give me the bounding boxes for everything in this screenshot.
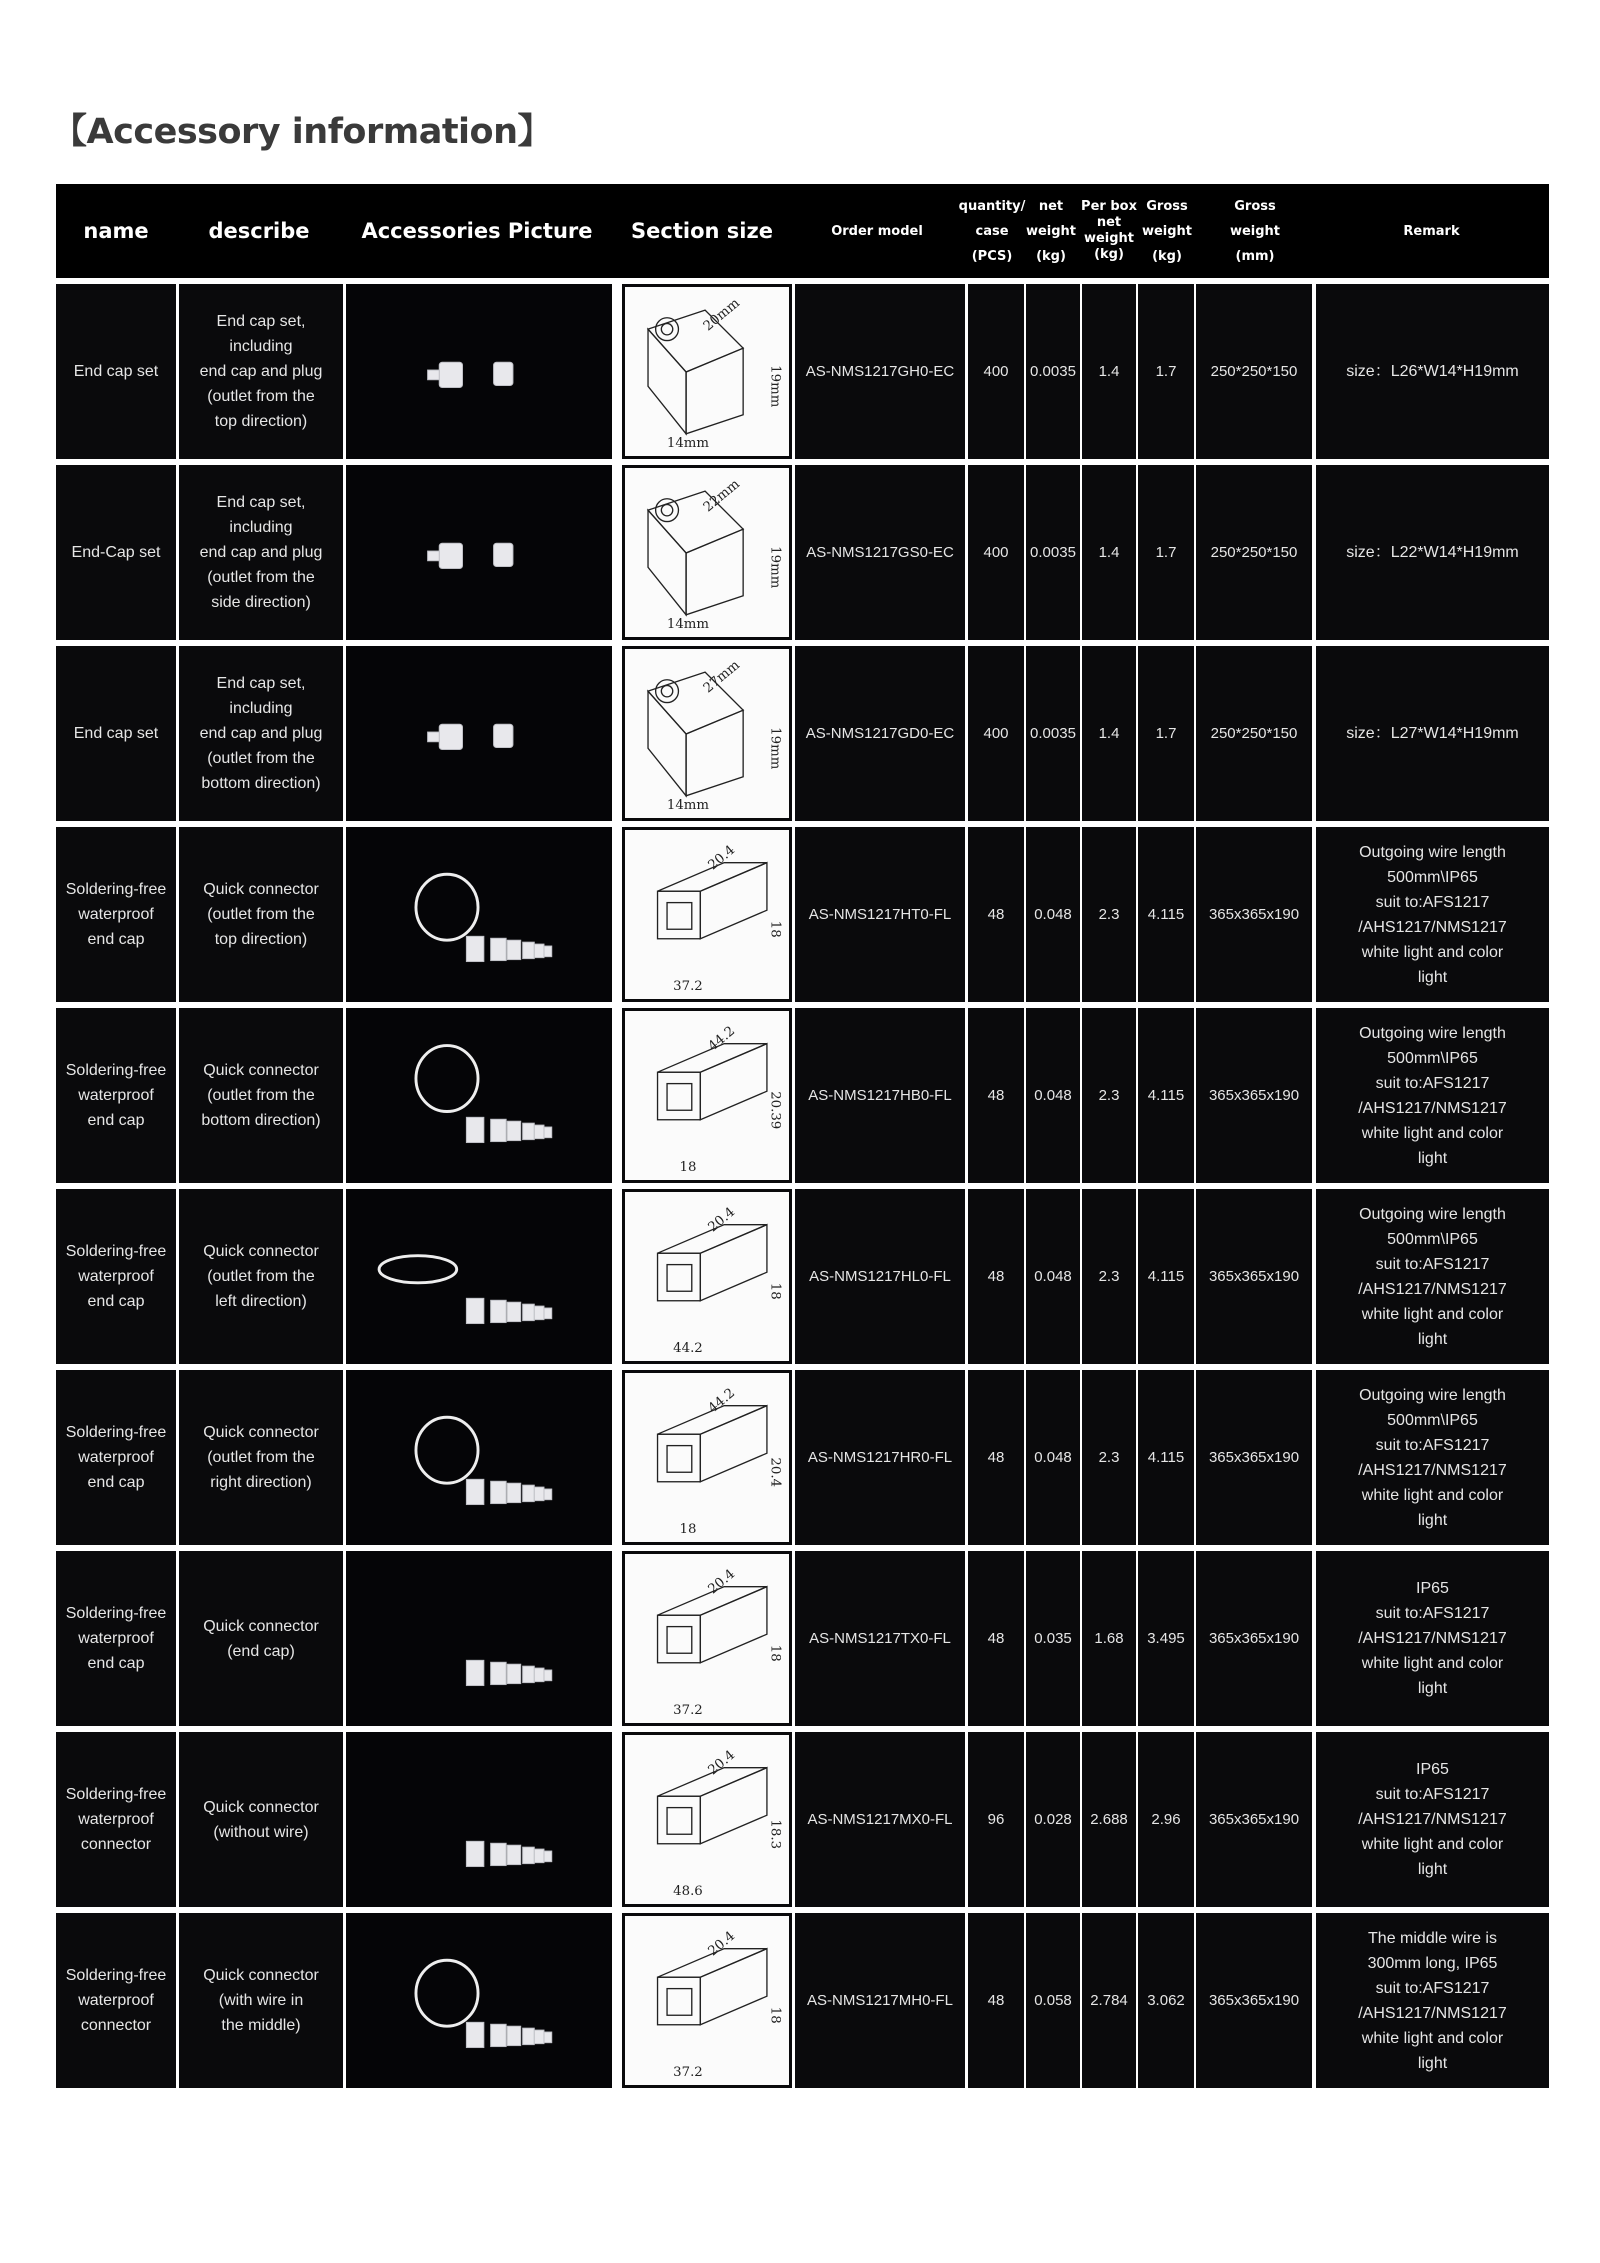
- cell-remark: The middle wire is 300mm long, IP65 suit to:AFS1217 /AHS1217/NMS1217 white light and color light: [1316, 1913, 1549, 2088]
- cell-gross-weight: 4.115: [1138, 1008, 1194, 1183]
- cell-name: Soldering-free waterproof connector: [56, 1732, 176, 1907]
- accessory-photo: [350, 284, 608, 459]
- cell-gross-weight: 4.115: [1138, 1370, 1194, 1545]
- cell-net-weight: 0.048: [1026, 1370, 1080, 1545]
- section-drawing: [629, 649, 785, 818]
- cell-remark: IP65 suit to:AFS1217 /AHS1217/NMS1217 white light and color light: [1316, 1551, 1549, 1726]
- cell-gross-weight: 1.7: [1138, 465, 1194, 640]
- page-title: 【Accessory information】: [52, 112, 553, 152]
- table-row: [56, 1551, 1549, 1726]
- section-dimension-label: 14mm: [666, 617, 710, 633]
- cell-gross-weight: 1.7: [1138, 646, 1194, 821]
- section-dimension-label: 20.4: [705, 1928, 739, 1960]
- section-dimension-label: 37.2: [673, 1703, 703, 1719]
- cell-quantity: 96: [968, 1732, 1024, 1907]
- cell-quantity: 48: [968, 1913, 1024, 2088]
- cell-remark: Outgoing wire length 500mm\IP65 suit to:AFS1217 /AHS1217/NMS1217 white light and color light: [1316, 1008, 1549, 1183]
- cell-name: Soldering-free waterproof end cap: [56, 1189, 176, 1364]
- cell-net-weight: 0.035: [1026, 1551, 1080, 1726]
- col-header-describe: describe: [208, 219, 310, 243]
- table-header: [56, 184, 1549, 278]
- section-dimension-label: 27mm: [700, 657, 743, 697]
- cell-remark: Outgoing wire length 500mm\IP65 suit to:AFS1217 /AHS1217/NMS1217 white light and color light: [1316, 1189, 1549, 1364]
- section-dimension-label: 22mm: [700, 476, 743, 516]
- cell-remark: size：L22*W14*H19mm: [1316, 465, 1549, 640]
- cell-name: Soldering-free waterproof end cap: [56, 1370, 176, 1545]
- cell-describe: End cap set, including end cap and plug (outlet from the top direction): [179, 284, 343, 459]
- cell-quantity: 400: [968, 646, 1024, 821]
- col-header-box-net-weight: Per box net weight (kg): [1081, 199, 1137, 262]
- cell-name: Soldering-free waterproof end cap: [56, 827, 176, 1002]
- section-drawing: [629, 1554, 785, 1723]
- cell-gross-size: 365x365x190: [1196, 1551, 1312, 1726]
- section-dimension-label: 18: [767, 2006, 783, 2024]
- section-drawing: [629, 1373, 785, 1542]
- cell-net-weight: 0.048: [1026, 827, 1080, 1002]
- cell-name: End-Cap set: [56, 465, 176, 640]
- cell-section: [622, 284, 792, 459]
- cell-picture: [346, 1370, 612, 1545]
- cell-picture: [346, 284, 612, 459]
- cell-section: [622, 1370, 792, 1545]
- section-drawing: [629, 287, 785, 456]
- cell-section: [622, 1551, 792, 1726]
- section-dimension-label: 18: [679, 1160, 697, 1176]
- cell-gross-size: 365x365x190: [1196, 1913, 1312, 2088]
- section-dimension-label: 18: [767, 1644, 783, 1662]
- section-dimension-label: 20mm: [700, 295, 743, 335]
- cell-quantity: 400: [968, 284, 1024, 459]
- section-dimension-label: 20.4: [705, 842, 739, 874]
- cell-order-model: AS-NMS1217HR0-FL: [795, 1370, 965, 1545]
- cell-gross-size: 365x365x190: [1196, 1732, 1312, 1907]
- cell-describe: Quick connector (outlet from the bottom direction): [179, 1008, 343, 1183]
- cell-quantity: 48: [968, 1370, 1024, 1545]
- section-dimension-label: 18.3: [767, 1819, 783, 1850]
- cell-name: End cap set: [56, 284, 176, 459]
- cell-picture: [346, 1732, 612, 1907]
- cell-section: [622, 646, 792, 821]
- section-dimension-label: 44.2: [705, 1385, 739, 1417]
- cell-box-net-weight: 1.68: [1082, 1551, 1136, 1726]
- col-header-name: name: [83, 219, 149, 243]
- cell-box-net-weight: 2.3: [1082, 827, 1136, 1002]
- col-header-picture: Accessories Picture: [361, 219, 593, 243]
- table-row: [56, 1370, 1549, 1545]
- cell-picture: [346, 1189, 612, 1364]
- cell-quantity: 400: [968, 465, 1024, 640]
- col-header-section: Section size: [631, 219, 773, 243]
- cell-quantity: 48: [968, 1189, 1024, 1364]
- cell-gross-weight: 1.7: [1138, 284, 1194, 459]
- accessory-photo: [350, 646, 608, 821]
- section-dimension-label: 18: [679, 1522, 697, 1538]
- section-drawing: [629, 830, 785, 999]
- section-dimension-label: 19mm: [767, 727, 783, 770]
- cell-section: [622, 1913, 792, 2088]
- cell-picture: [346, 1551, 612, 1726]
- cell-quantity: 48: [968, 827, 1024, 1002]
- cell-remark: IP65 suit to:AFS1217 /AHS1217/NMS1217 white light and color light: [1316, 1732, 1549, 1907]
- section-drawing: [629, 1916, 785, 2085]
- col-header-gross-weight: Gross weight (kg): [1141, 198, 1193, 264]
- cell-order-model: AS-NMS1217GS0-EC: [795, 465, 965, 640]
- cell-gross-size: 250*250*150: [1196, 646, 1312, 821]
- section-drawing: [629, 468, 785, 637]
- section-dimension-label: 44.2: [673, 1341, 703, 1357]
- section-dimension-label: 14mm: [666, 798, 710, 814]
- cell-gross-weight: 4.115: [1138, 1189, 1194, 1364]
- table-row: [56, 465, 1549, 640]
- section-drawing: [629, 1735, 785, 1904]
- cell-box-net-weight: 1.4: [1082, 465, 1136, 640]
- cell-remark: Outgoing wire length 500mm\IP65 suit to:AFS1217 /AHS1217/NMS1217 white light and color light: [1316, 1370, 1549, 1545]
- accessory-photo: [350, 1008, 608, 1183]
- cell-order-model: AS-NMS1217HB0-FL: [795, 1008, 965, 1183]
- accessory-photo: [350, 465, 608, 640]
- accessory-photo: [350, 1189, 608, 1364]
- section-dimension-label: 20.4: [767, 1457, 783, 1488]
- cell-remark: size：L26*W14*H19mm: [1316, 284, 1549, 459]
- section-dimension-label: 19mm: [767, 365, 783, 408]
- cell-describe: Quick connector (with wire in the middle): [179, 1913, 343, 2088]
- cell-section: [622, 1008, 792, 1183]
- col-header-quantity: quantity/ case (PCS): [958, 198, 1026, 264]
- section-dimension-label: 37.2: [673, 2065, 703, 2081]
- cell-name: Soldering-free waterproof connector: [56, 1913, 176, 2088]
- cell-gross-size: 365x365x190: [1196, 1189, 1312, 1364]
- cell-name: Soldering-free waterproof end cap: [56, 1008, 176, 1183]
- cell-remark: size：L27*W14*H19mm: [1316, 646, 1549, 821]
- table-row: [56, 1189, 1549, 1364]
- cell-net-weight: 0.058: [1026, 1913, 1080, 2088]
- table-row: [56, 1732, 1549, 1907]
- cell-order-model: AS-NMS1217TX0-FL: [795, 1551, 965, 1726]
- cell-gross-size: 365x365x190: [1196, 827, 1312, 1002]
- cell-describe: Quick connector (outlet from the top direction): [179, 827, 343, 1002]
- section-dimension-label: 18: [767, 1282, 783, 1300]
- section-dimension-label: 20.4: [705, 1204, 739, 1236]
- cell-describe: End cap set, including end cap and plug (outlet from the bottom direction): [179, 646, 343, 821]
- cell-net-weight: 0.0035: [1026, 646, 1080, 821]
- col-header-remark: Remark: [1403, 223, 1460, 239]
- cell-name: Soldering-free waterproof end cap: [56, 1551, 176, 1726]
- cell-net-weight: 0.028: [1026, 1732, 1080, 1907]
- cell-order-model: AS-NMS1217HT0-FL: [795, 827, 965, 1002]
- section-dimension-label: 20.4: [705, 1566, 739, 1598]
- cell-order-model: AS-NMS1217GD0-EC: [795, 646, 965, 821]
- section-dimension-label: 44.2: [705, 1023, 739, 1055]
- accessory-photo: [350, 1913, 608, 2088]
- cell-picture: [346, 1008, 612, 1183]
- cell-box-net-weight: 1.4: [1082, 284, 1136, 459]
- table-row: [56, 1008, 1549, 1183]
- cell-box-net-weight: 2.784: [1082, 1913, 1136, 2088]
- col-header-gross-size: Gross weight (mm): [1229, 198, 1281, 264]
- col-header-order-model: Order model: [831, 223, 923, 239]
- cell-gross-weight: 3.495: [1138, 1551, 1194, 1726]
- cell-describe: Quick connector (end cap): [179, 1551, 343, 1726]
- cell-net-weight: 0.048: [1026, 1008, 1080, 1183]
- table-row: [56, 646, 1549, 821]
- cell-box-net-weight: 1.4: [1082, 646, 1136, 821]
- cell-net-weight: 0.048: [1026, 1189, 1080, 1364]
- accessory-photo: [350, 1732, 608, 1907]
- cell-order-model: AS-NMS1217MH0-FL: [795, 1913, 965, 2088]
- cell-picture: [346, 827, 612, 1002]
- cell-box-net-weight: 2.688: [1082, 1732, 1136, 1907]
- cell-section: [622, 465, 792, 640]
- section-dimension-label: 48.6: [673, 1884, 703, 1900]
- cell-quantity: 48: [968, 1008, 1024, 1183]
- section-dimension-label: 37.2: [673, 979, 703, 995]
- cell-name: End cap set: [56, 646, 176, 821]
- cell-gross-weight: 4.115: [1138, 827, 1194, 1002]
- cell-quantity: 48: [968, 1551, 1024, 1726]
- cell-gross-weight: 3.062: [1138, 1913, 1194, 2088]
- cell-picture: [346, 1913, 612, 2088]
- cell-picture: [346, 646, 612, 821]
- col-header-net-weight: net weight (kg): [1025, 198, 1077, 264]
- section-dimension-label: 20.39: [767, 1091, 783, 1130]
- cell-section: [622, 1189, 792, 1364]
- cell-gross-size: 250*250*150: [1196, 465, 1312, 640]
- cell-box-net-weight: 2.3: [1082, 1189, 1136, 1364]
- cell-section: [622, 827, 792, 1002]
- cell-gross-size: 365x365x190: [1196, 1370, 1312, 1545]
- cell-describe: Quick connector (outlet from the left direction): [179, 1189, 343, 1364]
- cell-gross-weight: 2.96: [1138, 1732, 1194, 1907]
- accessory-photo: [350, 1370, 608, 1545]
- cell-describe: Quick connector (without wire): [179, 1732, 343, 1907]
- cell-describe: End cap set, including end cap and plug (outlet from the side direction): [179, 465, 343, 640]
- section-drawing: [629, 1011, 785, 1180]
- section-dimension-label: 18: [767, 920, 783, 938]
- table-row: [56, 284, 1549, 459]
- cell-box-net-weight: 2.3: [1082, 1370, 1136, 1545]
- table-row: [56, 1913, 1549, 2088]
- section-drawing: [629, 1192, 785, 1361]
- accessory-photo: [350, 827, 608, 1002]
- cell-gross-size: 365x365x190: [1196, 1008, 1312, 1183]
- cell-gross-size: 250*250*150: [1196, 284, 1312, 459]
- cell-describe: Quick connector (outlet from the right direction): [179, 1370, 343, 1545]
- section-dimension-label: 19mm: [767, 546, 783, 589]
- cell-order-model: AS-NMS1217GH0-EC: [795, 284, 965, 459]
- cell-net-weight: 0.0035: [1026, 465, 1080, 640]
- cell-box-net-weight: 2.3: [1082, 1008, 1136, 1183]
- cell-net-weight: 0.0035: [1026, 284, 1080, 459]
- cell-order-model: AS-NMS1217MX0-FL: [795, 1732, 965, 1907]
- section-dimension-label: 20.4: [705, 1747, 739, 1779]
- cell-section: [622, 1732, 792, 1907]
- cell-remark: Outgoing wire length 500mm\IP65 suit to:AFS1217 /AHS1217/NMS1217 white light and color light: [1316, 827, 1549, 1002]
- section-dimension-label: 14mm: [666, 436, 710, 452]
- cell-picture: [346, 465, 612, 640]
- accessory-photo: [350, 1551, 608, 1726]
- table-row: [56, 827, 1549, 1002]
- cell-order-model: AS-NMS1217HL0-FL: [795, 1189, 965, 1364]
